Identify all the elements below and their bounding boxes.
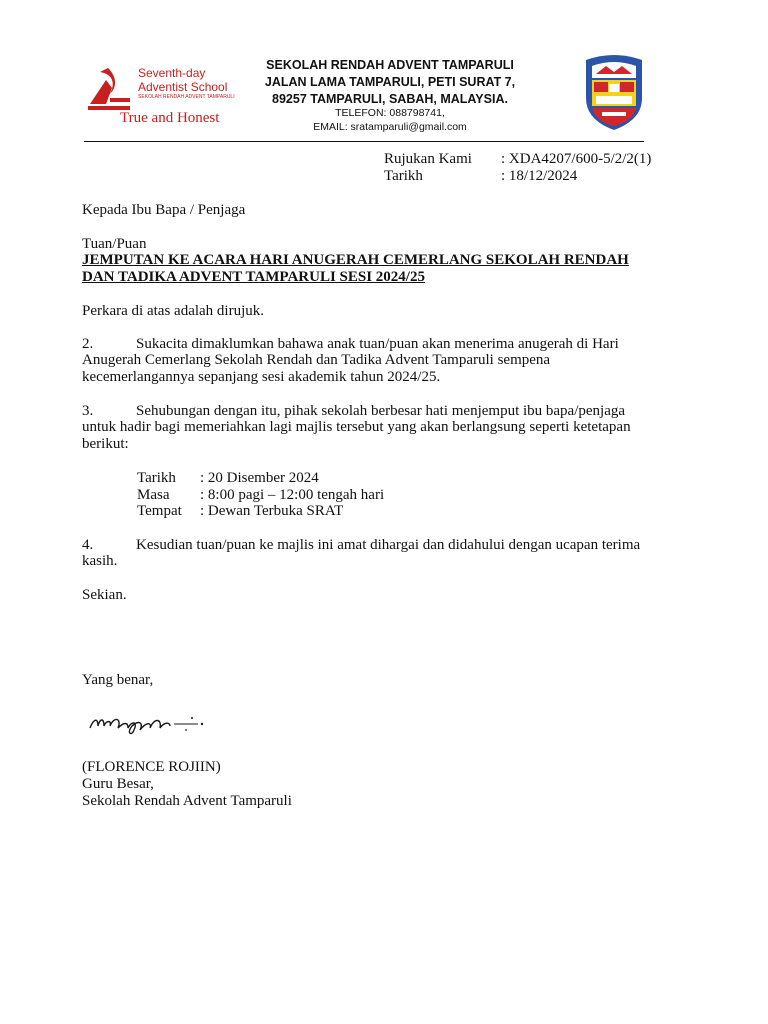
signer-title: Guru Besar, xyxy=(82,776,154,792)
school-logo-left xyxy=(86,60,236,130)
tarikh-value: : 18/12/2024 xyxy=(501,168,578,184)
telefon: TELEFON: 088798741, xyxy=(335,107,445,119)
closing: Sekian. xyxy=(82,587,127,603)
para3-line3: berikut: xyxy=(82,436,129,452)
para3-first-text: Sehubungan dengan itu, pihak sekolah berbesar hati menjemput ibu bapa/penjaga xyxy=(136,403,626,419)
event-masa-value: : 8:00 pagi – 12:00 tengah hari xyxy=(200,487,385,503)
para4-first-line xyxy=(82,537,682,554)
event-tarikh-label: Tarikh xyxy=(137,470,176,486)
para2-number: 2. xyxy=(82,336,94,352)
event-tempat-value: : Dewan Terbuka SRAT xyxy=(200,503,344,519)
subject-line1: JEMPUTAN KE ACARA HARI ANUGERAH CEMERLANG SEKOLAH RENDAH xyxy=(82,252,629,268)
school-crest xyxy=(582,52,646,132)
logo-line1: Seventh-day xyxy=(138,66,206,80)
para3-first-line xyxy=(82,403,682,420)
subject-line2: DAN TADIKA ADVENT TAMPARULI SESI 2024/25 xyxy=(82,269,425,285)
salutation: Tuan/Puan xyxy=(82,236,147,252)
signer-org: Sekolah Rendah Advent Tamparuli xyxy=(82,793,292,809)
event-masa-label: Masa xyxy=(137,487,170,503)
rujukan-value: : XDA4207/600-5/2/2(1) xyxy=(501,151,652,167)
tarikh-label: Tarikh xyxy=(384,168,423,184)
rujukan-label: Rujukan Kami xyxy=(384,151,472,167)
signer-name: (FLORENCE ROJIIN) xyxy=(82,759,221,775)
para2-line3: kecemerlangannya sepanjang sesi akademik tahun 2024/25. xyxy=(82,369,441,385)
header-divider xyxy=(84,141,644,142)
para4-number: 4. xyxy=(82,537,94,553)
logo-line2: Adventist School xyxy=(138,80,228,94)
para3-number: 3. xyxy=(82,403,94,419)
para2-line2: Anugerah Cemerlang Sekolah Rendah dan Tadika Advent Tamparuli sempena xyxy=(82,352,551,368)
logo-motto: True and Honest xyxy=(120,110,220,126)
signature-image xyxy=(88,708,218,740)
para2-first-text: Sukacita dimaklumkan bahawa anak tuan/puan akan menerima anugerah di Hari xyxy=(136,336,619,352)
para2-first-line xyxy=(82,336,682,353)
signoff: Yang benar, xyxy=(82,672,154,688)
address-line2: 89257 TAMPARULI, SABAH, MALAYSIA. xyxy=(272,92,508,106)
para4-line2: kasih. xyxy=(82,553,118,569)
event-tarikh-value: : 20 Disember 2024 xyxy=(200,470,319,486)
address-line1: JALAN LAMA TAMPARULI, PETI SURAT 7, xyxy=(264,75,516,89)
para3-line2: untuk hadir bagi memeriahkan lagi majlis tersebut yang akan berlangsung seperti ketetapan xyxy=(82,419,631,435)
para1: Perkara di atas adalah dirujuk. xyxy=(82,303,265,319)
logo-tiny-text: SEKOLAH RENDAH ADVENT TAMPARULI xyxy=(138,94,235,100)
event-tempat-label: Tempat xyxy=(137,503,182,519)
email: EMAIL: sratamparuli@gmail.com xyxy=(313,121,467,133)
para4-first-text: Kesudian tuan/puan ke majlis ini amat dihargai dan didahului dengan ucapan terima xyxy=(136,537,641,553)
school-name: SEKOLAH RENDAH ADVENT TAMPARULI xyxy=(266,58,514,72)
sda-flame-icon xyxy=(86,64,136,112)
crest-shield-icon xyxy=(582,52,646,132)
recipient: Kepada Ibu Bapa / Penjaga xyxy=(82,202,246,218)
